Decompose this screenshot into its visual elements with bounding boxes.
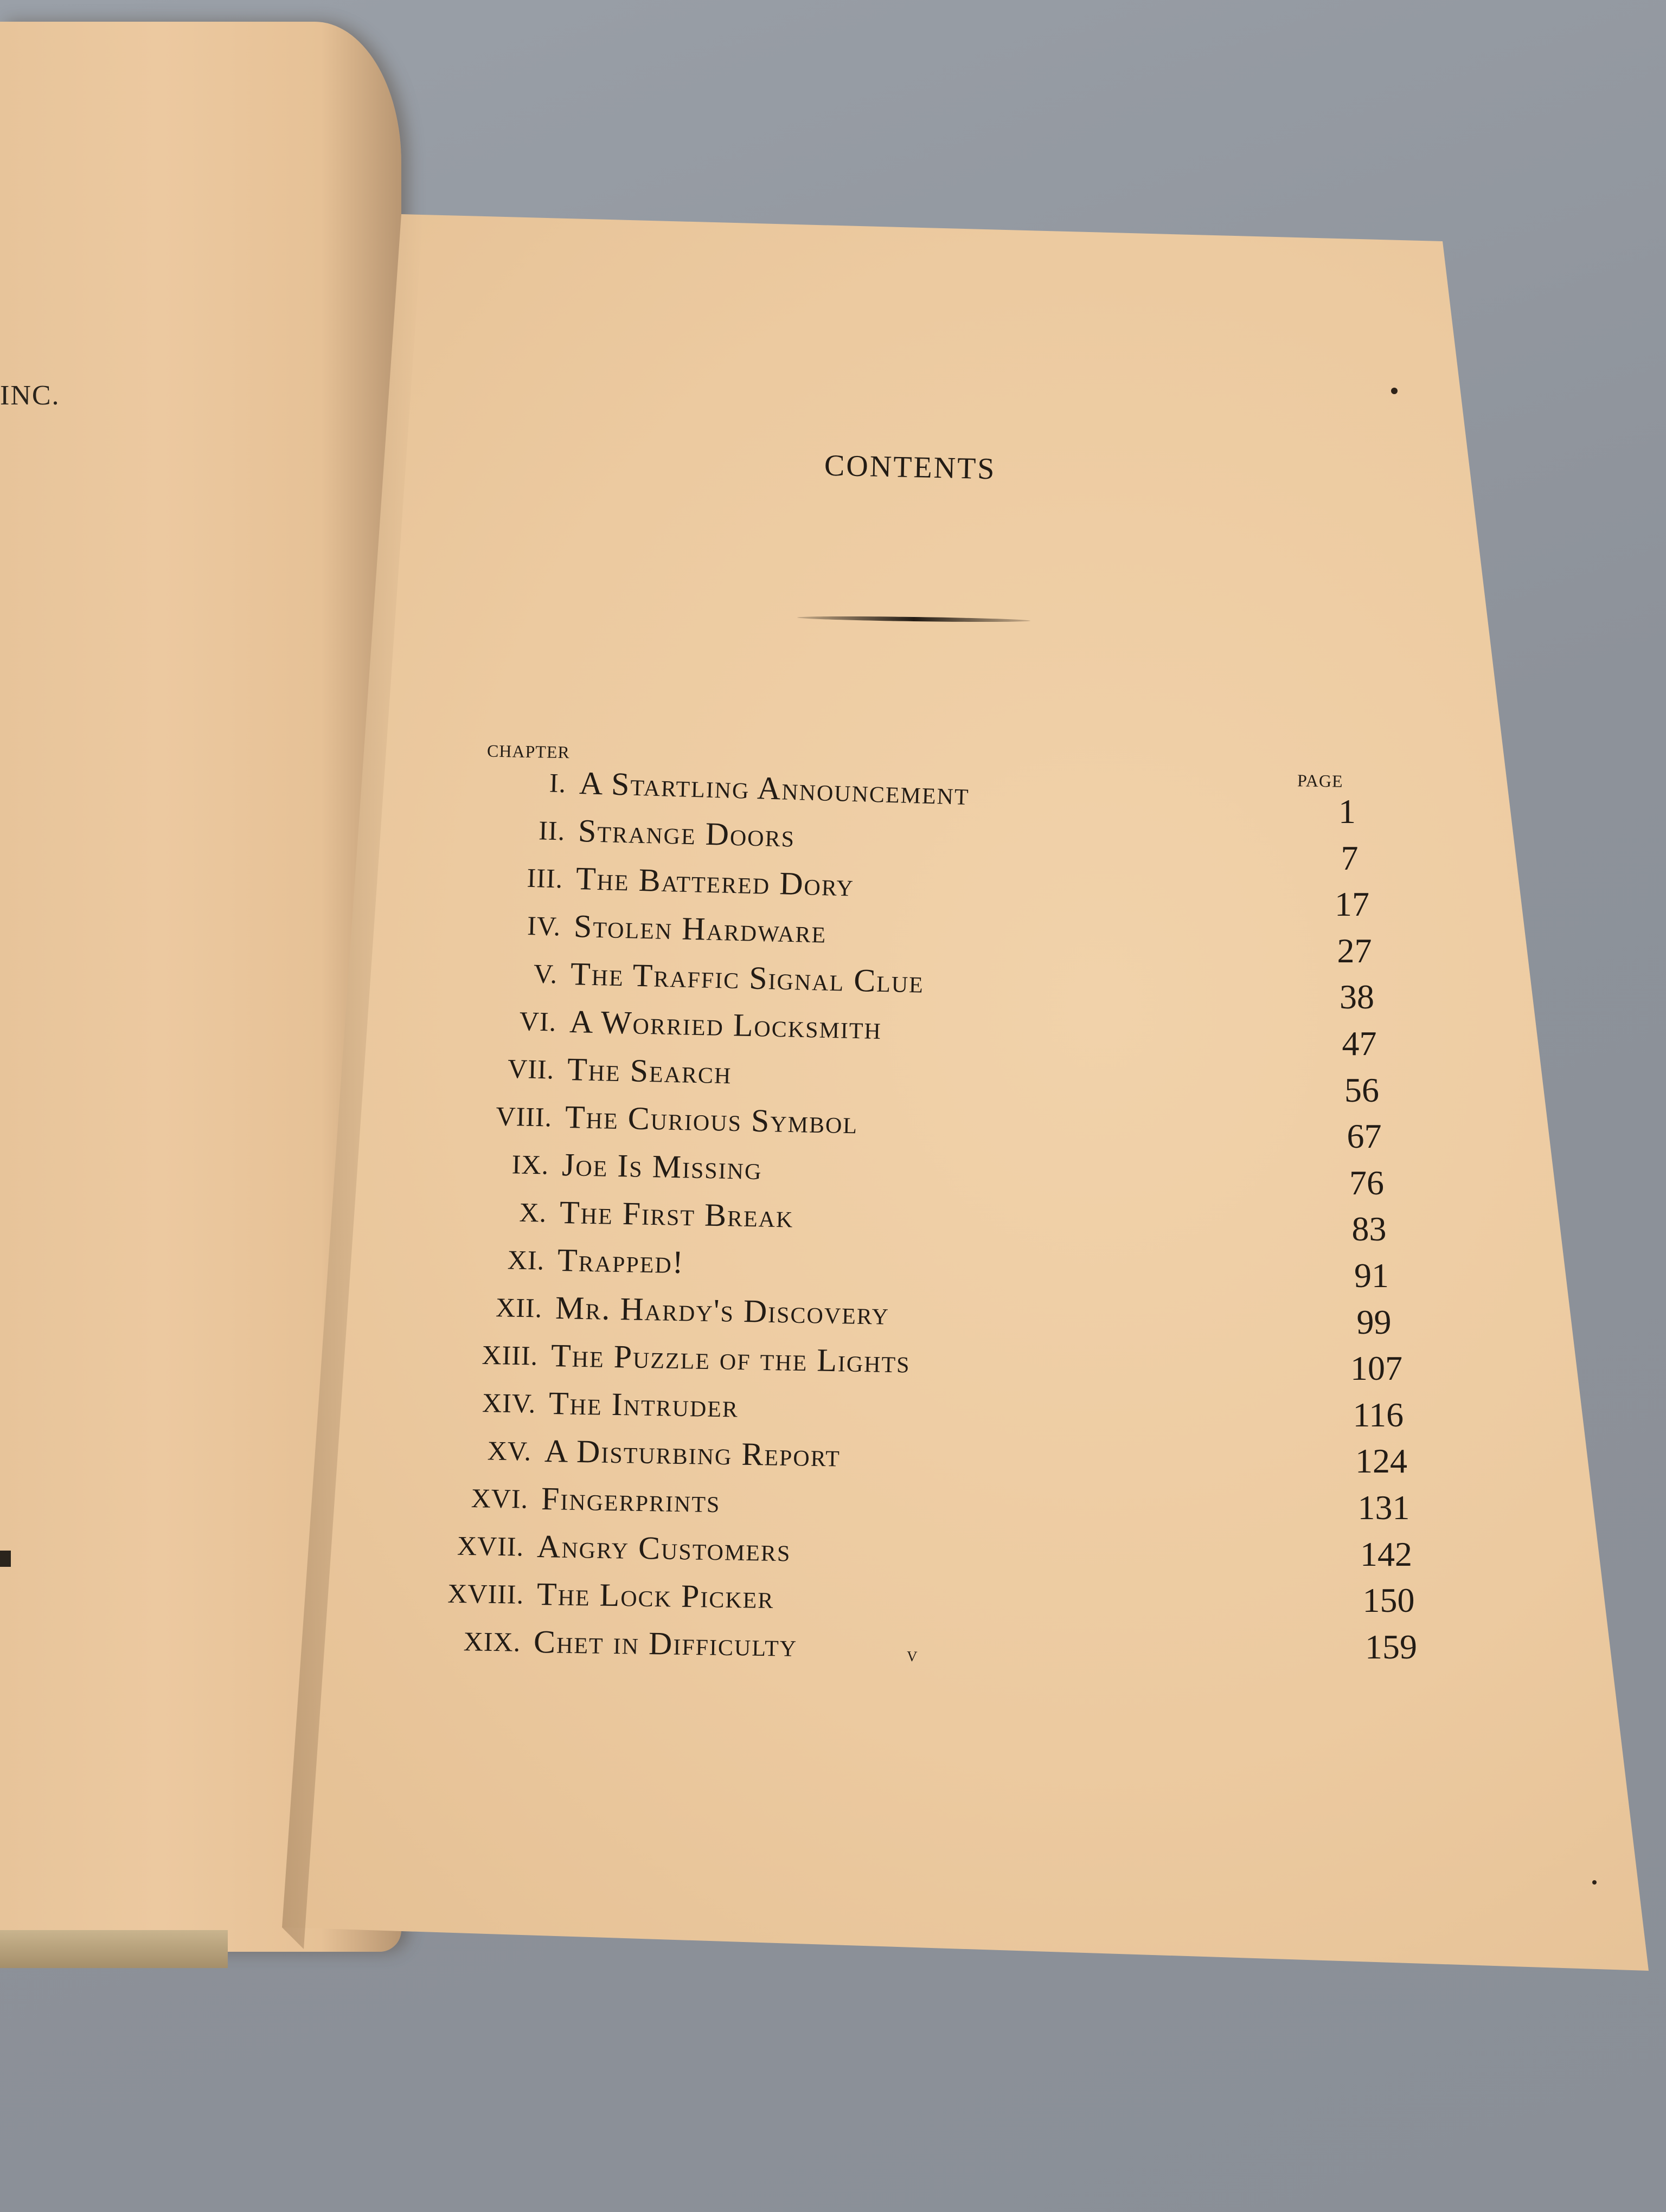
- chapter-page-number: 1: [1338, 792, 1356, 831]
- chapter-title: Trapped!: [557, 1242, 685, 1281]
- chapter-numeral: XI.: [507, 1244, 545, 1276]
- chapter-row: [487, 1432, 841, 1481]
- chapter-title: A Startling Announcement: [579, 765, 970, 812]
- chapter-row: [496, 1098, 858, 1147]
- chapter-numeral: XVIII.: [447, 1578, 524, 1610]
- chapter-numeral: IV.: [527, 910, 561, 942]
- chapter-row: [457, 1528, 791, 1575]
- chapter-page-number: 99: [1356, 1302, 1392, 1341]
- chapter-page-number: 83: [1351, 1210, 1387, 1249]
- chapter-title: The Curious Symbol: [565, 1099, 858, 1141]
- chapter-title: The Lock Picker: [536, 1576, 774, 1616]
- chapter-numeral: XII.: [495, 1292, 543, 1323]
- chapter-numeral: VI.: [519, 1006, 557, 1037]
- chapter-page-number: 116: [1353, 1395, 1404, 1434]
- chapter-title: The Intruder: [548, 1385, 739, 1424]
- chapter-title: The Search: [567, 1051, 733, 1091]
- chapter-page-number: 76: [1349, 1163, 1384, 1202]
- chapter-numeral: VII.: [507, 1053, 555, 1085]
- chapter-numeral: XVI.: [471, 1482, 529, 1514]
- chapter-title: Joe Is Missing: [561, 1147, 763, 1187]
- chapter-row: [507, 1051, 733, 1097]
- chapter-page-number: 107: [1350, 1349, 1402, 1388]
- chapter-numeral: XIV.: [482, 1387, 536, 1419]
- chapter-row: [538, 812, 796, 861]
- chapter-row: [549, 764, 970, 819]
- chapter-numeral: III.: [527, 862, 563, 894]
- paper-speck: [1391, 388, 1398, 394]
- chapter-row: [482, 1337, 911, 1387]
- chapter-row: [463, 1623, 798, 1670]
- chapter-title: The Puzzle of the Lights: [550, 1338, 911, 1380]
- chapter-page-number: 47: [1342, 1024, 1377, 1063]
- chapter-row: [527, 860, 855, 910]
- chapter-row: [519, 1194, 794, 1242]
- chapter-numeral: XV.: [487, 1435, 532, 1467]
- chapter-title: Stolen Hardware: [573, 908, 827, 950]
- chapter-page-number: 38: [1340, 978, 1374, 1017]
- chapter-page-number: 131: [1357, 1488, 1410, 1527]
- page-column-heading: PAGE: [1297, 770, 1343, 791]
- chapter-numeral: XVII.: [457, 1530, 524, 1562]
- paper-speck: [1592, 1880, 1597, 1885]
- chapter-title: Fingerprints: [541, 1481, 721, 1520]
- chapter-row: [471, 1480, 721, 1526]
- chapter-page-number: 17: [1335, 885, 1369, 924]
- chapter-row: [519, 1003, 882, 1053]
- chapter-numeral: II.: [538, 815, 566, 846]
- chapter-page-number: 159: [1365, 1627, 1417, 1666]
- chapter-row: [495, 1289, 890, 1339]
- chapter-title: Strange Doors: [578, 813, 796, 854]
- page-folio: v: [906, 1643, 918, 1667]
- left-page-fragment-text: INC.: [0, 380, 60, 411]
- chapter-row: [527, 908, 827, 957]
- chapter-title: Mr. Hardy's Discovery: [555, 1290, 890, 1332]
- chapter-title: The Traffic Signal Clue: [570, 956, 925, 1000]
- chapter-numeral: IX.: [511, 1149, 549, 1180]
- title-rule: [797, 615, 1030, 623]
- chapter-row: [507, 1242, 685, 1287]
- chapter-title: Angry Customers: [536, 1528, 791, 1568]
- chapter-numeral: X.: [519, 1197, 547, 1228]
- chapter-numeral: V.: [533, 958, 558, 989]
- chapter-page-number: 142: [1360, 1534, 1412, 1573]
- chapter-title: A Worried Locksmith: [569, 1004, 882, 1046]
- chapter-page-number: 67: [1347, 1117, 1382, 1156]
- chapter-row: [447, 1576, 774, 1622]
- chapter-numeral: XIX.: [463, 1626, 521, 1657]
- chapter-page-number: 124: [1355, 1442, 1407, 1481]
- chapter-page-number: 56: [1344, 1070, 1379, 1109]
- chapter-page-number: 150: [1362, 1581, 1415, 1620]
- chapter-row: [511, 1146, 763, 1193]
- chapter-row: [533, 955, 925, 1007]
- chapter-numeral: XIII.: [482, 1339, 539, 1371]
- chapter-column-heading: CHAPTER: [486, 741, 571, 762]
- chapter-page-number: 91: [1354, 1256, 1389, 1295]
- chapter-page-number: 27: [1337, 931, 1372, 970]
- contents-title: CONTENTS: [824, 448, 997, 486]
- chapter-title: Chet in Difficulty: [533, 1624, 798, 1663]
- chapter-title: The Battered Dory: [575, 860, 855, 903]
- chapter-title: The First Break: [559, 1194, 794, 1234]
- chapter-numeral: I.: [549, 767, 567, 799]
- chapter-numeral: VIII.: [496, 1101, 553, 1133]
- chapter-page-number: 7: [1341, 838, 1359, 877]
- chapter-row: [482, 1385, 739, 1431]
- chapter-title: A Disturbing Report: [544, 1433, 841, 1474]
